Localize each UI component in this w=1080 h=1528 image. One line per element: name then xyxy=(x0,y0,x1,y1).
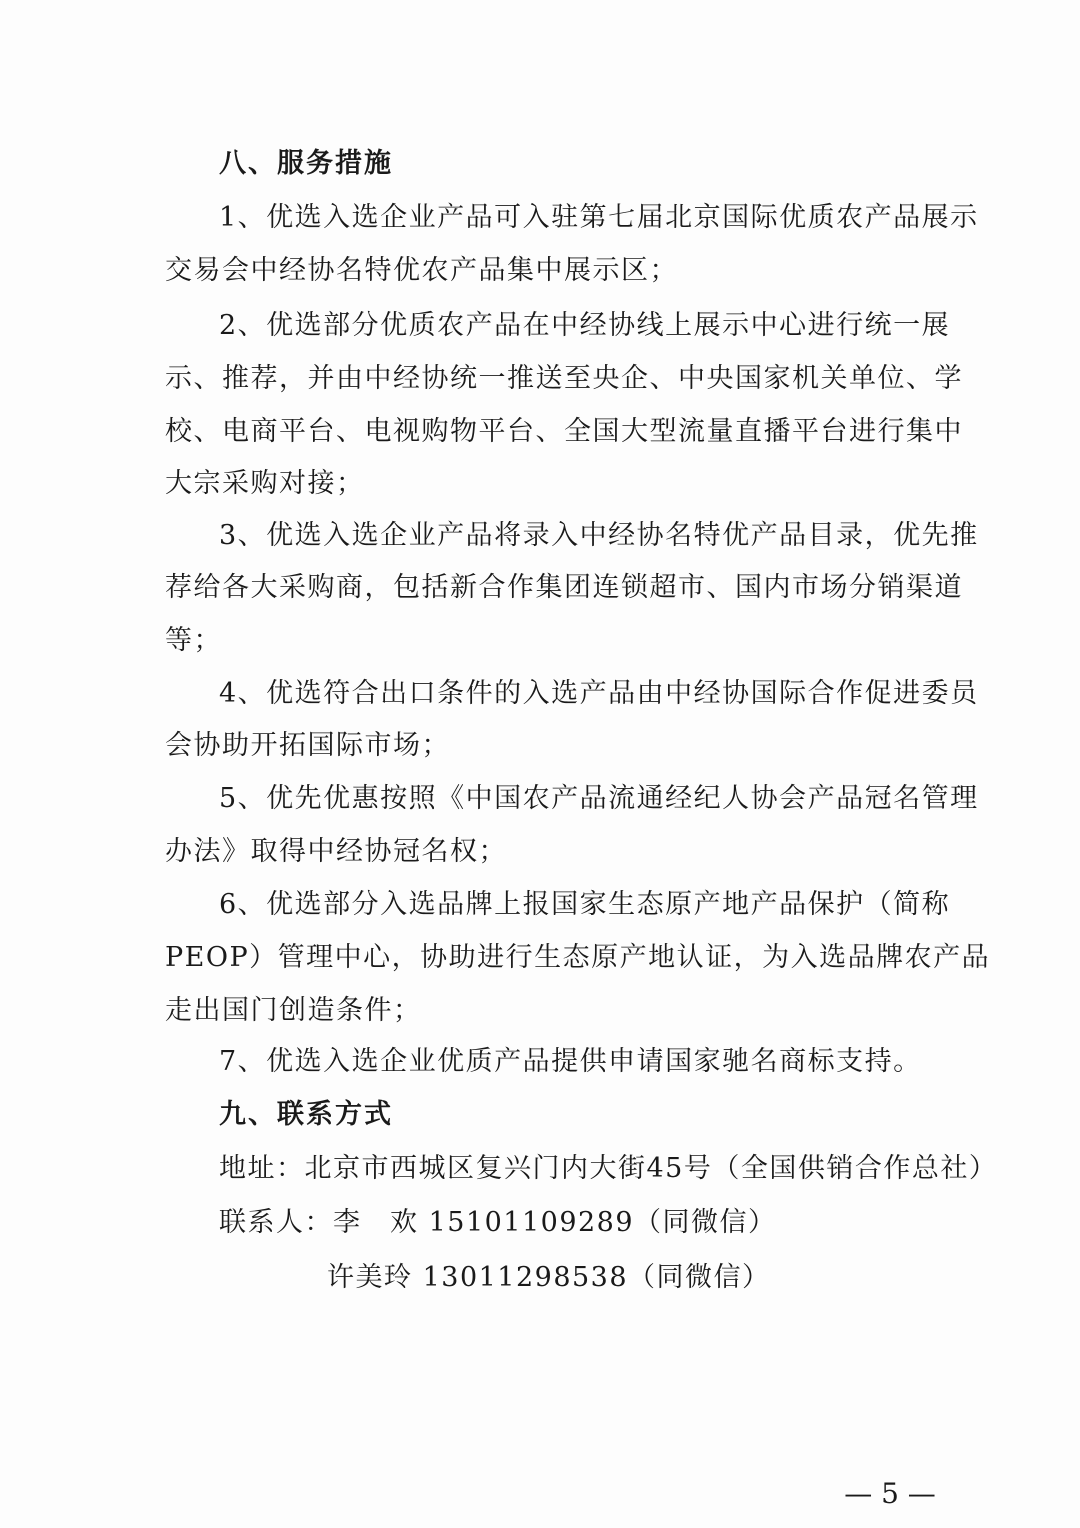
paragraph-line: 5、优先优惠按照《中国农产品流通经纪人协会产品冠名管理 xyxy=(219,783,979,814)
paragraph-line: 4、优选符合出口条件的入选产品由中经协国际合作促进委员 xyxy=(219,678,979,709)
paragraph-line: 大宗采购对接； xyxy=(165,468,365,499)
contact-address: 地址：北京市西城区复兴门内大街45号（全国供销合作总社） xyxy=(219,1153,998,1184)
paragraph-line: 校、电商平台、电视购物平台、全国大型流量直播平台进行集中 xyxy=(165,416,963,447)
section-heading-service-measures: 八、服务措施 xyxy=(219,148,393,179)
contact-person-2: 许美玲 13011298538（同微信） xyxy=(327,1262,771,1293)
paragraph-line: 示、推荐，并由中经协统一推送至央企、中央国家机关单位、学 xyxy=(165,363,963,394)
page-number: — 5 — xyxy=(844,1477,936,1510)
paragraph-line: 会协助开拓国际市场； xyxy=(165,730,450,761)
paragraph-line: 等； xyxy=(165,625,222,656)
paragraph-line: 办法》取得中经协冠名权； xyxy=(165,836,507,867)
section-heading-contact: 九、联系方式 xyxy=(219,1099,393,1130)
paragraph-line: 3、优选入选企业产品将录入中经协名特优产品目录，优先推 xyxy=(219,520,979,551)
paragraph-line: 交易会中经协名特优农产品集中展示区； xyxy=(165,255,678,286)
paragraph-line: PEOP）管理中心，协助进行生态原产地认证，为入选品牌农产品 xyxy=(165,942,991,973)
paragraph-line: 走出国门创造条件； xyxy=(165,995,422,1026)
paragraph-line: 2、优选部分优质农产品在中经协线上展示中心进行统一展 xyxy=(219,310,951,341)
paragraph-line: 6、优选部分入选品牌上报国家生态原产地产品保护（简称 xyxy=(219,889,951,920)
paragraph-line: 1、优选入选企业产品可入驻第七届北京国际优质农产品展示 xyxy=(219,202,979,233)
paragraph-line: 荐给各大采购商，包括新合作集团连锁超市、国内市场分销渠道 xyxy=(165,572,963,603)
paragraph-line: 7、优选入选企业优质产品提供申请国家驰名商标支持。 xyxy=(219,1046,922,1077)
contact-person-1: 联系人：李 欢 15101109289（同微信） xyxy=(219,1207,777,1238)
